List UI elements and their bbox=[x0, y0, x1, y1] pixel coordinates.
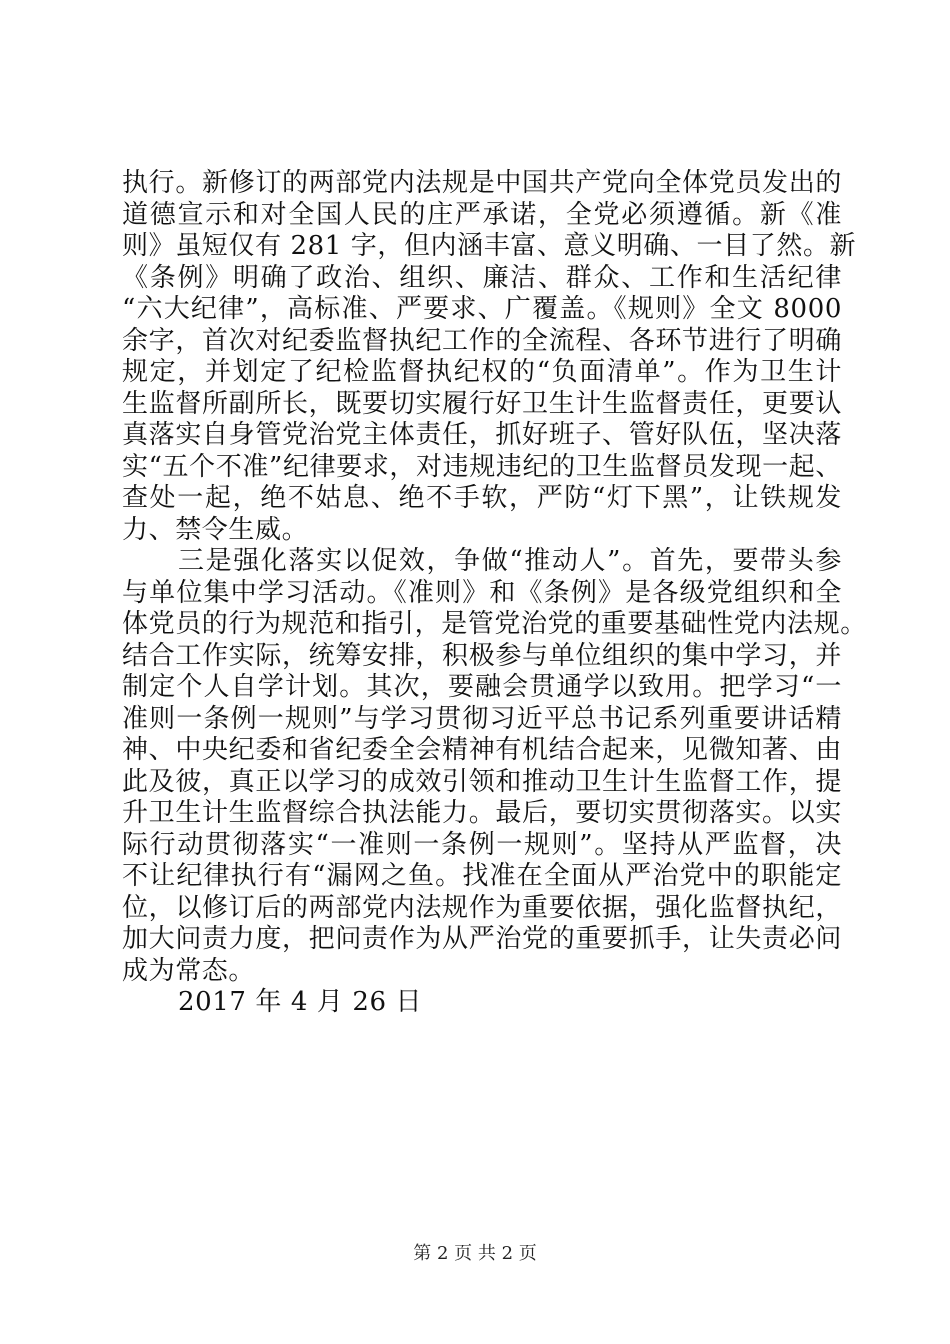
paragraph-line: 制定个人自学计划。其次，要融会贯通学以致用。把学习“一 bbox=[122, 672, 842, 702]
paragraph-line: 余字，首次对纪委监督执纪工作的全流程、各环节进行了明确 bbox=[122, 325, 842, 356]
paragraph-line: 道德宣示和对全国人民的庄严承诺，全党必须遵循。新《准 bbox=[122, 199, 842, 230]
paragraph-line: 力、禁令生威。 bbox=[122, 514, 309, 545]
document-date: 2017 年 4 月 26 日 bbox=[178, 987, 423, 1017]
paragraph-line: 结合工作实际，统筹安排，积极参与单位组织的集中学习，并 bbox=[122, 640, 842, 671]
paragraph-line: 执行。新修订的两部党内法规是中国共产党向全体党员发出的 bbox=[122, 168, 842, 198]
paragraph-line: 与单位集中学习活动。《准则》和《条例》是各级党组织和全 bbox=[122, 577, 842, 608]
document-body bbox=[122, 168, 867, 1019]
paragraph-line: 三是强化落实以促效，争做“推动人”。首先，要带头参 bbox=[178, 546, 842, 576]
paragraph-line: 则》虽短仅有 281 字，但内涵丰富、意义明确、一目了然。新 bbox=[122, 231, 857, 261]
paragraph-line: 准则一条例一规则”与学习贯彻习近平总书记系列重要讲话精 bbox=[122, 703, 842, 734]
paragraph-line: 位，以修订后的两部党内法规作为重要依据，强化监督执纪， bbox=[122, 892, 842, 923]
paragraph-line: 成为常态。 bbox=[122, 955, 256, 986]
paragraph-line: 《条例》明确了政治、组织、廉洁、群众、工作和生活纪律 bbox=[122, 262, 842, 293]
paragraph-line: 真落实自身管党治党主体责任，抓好班子、管好队伍，坚决落 bbox=[122, 420, 842, 450]
page-indicator: 第 2 页 共 2 页 bbox=[413, 1243, 537, 1264]
paragraph-line: 神、中央纪委和省纪委全会精神有机结合起来，见微知著、由 bbox=[122, 735, 842, 765]
page-footer bbox=[0, 1243, 950, 1265]
paragraph-line: 此及彼，真正以学习的成效引领和推动卫生计生监督工作，提 bbox=[122, 766, 842, 797]
paragraph-line: 加大问责力度，把问责作为从严治党的重要抓手，让失责必问 bbox=[122, 924, 842, 954]
paragraph-line: 查处一起，绝不姑息、绝不手软，严防“灯下黑”，让铁规发 bbox=[122, 483, 842, 513]
paragraph-line: 实“五个不准”纪律要求，对违规违纪的卫生监督员发现一起、 bbox=[122, 451, 842, 482]
paragraph-line: 际行动贯彻落实“一准则一条例一规则”。坚持从严监督，决 bbox=[122, 829, 842, 860]
paragraph-line: “六大纪律”，高标准、严要求、广覆盖。《规则》全文 8000 bbox=[122, 294, 842, 324]
paragraph-line: 不让纪律执行有“漏网之鱼。找准在全面从严治党中的职能定 bbox=[122, 861, 842, 891]
paragraph-line: 规定，并划定了纪检监督执纪权的“负面清单”。作为卫生计 bbox=[122, 357, 842, 387]
paragraph-line: 体党员的行为规范和指引，是管党治党的重要基础性党内法规。 bbox=[122, 609, 867, 639]
paragraph-line: 生监督所副所长，既要切实履行好卫生计生监督责任，更要认 bbox=[122, 388, 842, 419]
paragraph-line: 升卫生计生监督综合执法能力。最后，要切实贯彻落实。以实 bbox=[122, 798, 842, 828]
